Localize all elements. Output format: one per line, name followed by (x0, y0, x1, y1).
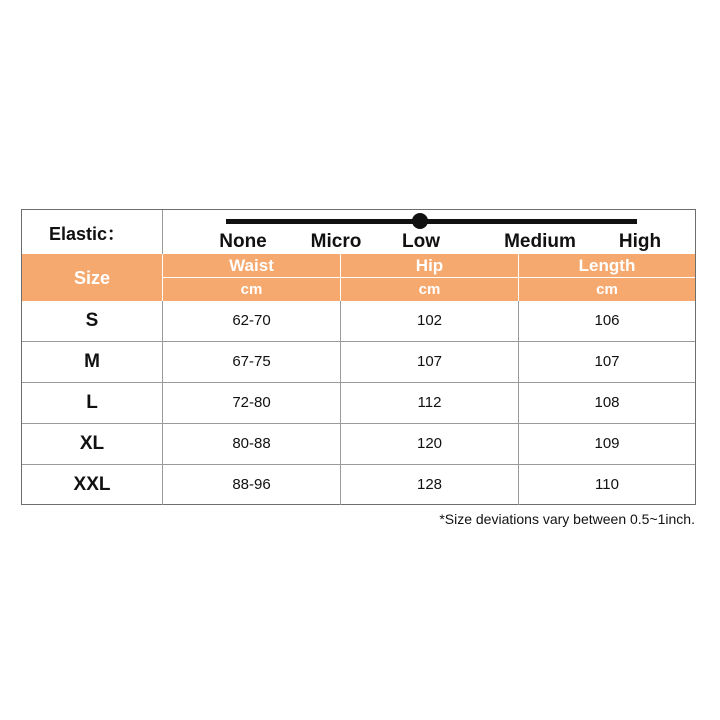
waist-cell: 72-80 (163, 383, 341, 423)
elastic-scale-line (226, 219, 637, 224)
header-hip (341, 254, 519, 301)
table-row (22, 383, 695, 424)
header-waist (163, 254, 341, 301)
hip-cell: 120 (341, 424, 519, 464)
waist-cell: 88-96 (163, 465, 341, 505)
size-cell: S (22, 301, 163, 341)
hip-cell: 102 (341, 301, 519, 341)
elastic-level-none: None (219, 231, 267, 252)
header-waist-unit: cm (240, 281, 263, 298)
header-length-label: Length (519, 254, 695, 278)
elastic-level-micro: Micro (310, 231, 362, 252)
elastic-row (22, 210, 695, 255)
elastic-selected-marker (412, 213, 428, 229)
elastic-level-low: Low (402, 231, 440, 252)
table-row (22, 424, 695, 465)
size-chart-table (21, 209, 696, 505)
size-deviation-note: *Size deviations vary between 0.5~1inch. (439, 511, 695, 527)
hip-cell: 107 (341, 342, 519, 382)
header-size: Size (22, 254, 163, 301)
size-cell: XXL (22, 465, 163, 505)
elastic-level-high: High (618, 231, 662, 252)
header-hip-label: Hip (341, 254, 518, 278)
length-cell: 106 (594, 312, 620, 329)
size-cell: XL (22, 424, 163, 464)
table-row (22, 465, 695, 506)
waist-cell: 80-88 (163, 424, 341, 464)
table-header (22, 254, 695, 301)
table-row (22, 301, 695, 342)
waist-cell: 67-75 (163, 342, 341, 382)
length-cell: 107 (594, 353, 620, 370)
size-cell: L (22, 383, 163, 423)
header-waist-label: Waist (163, 254, 340, 278)
header-length (519, 254, 695, 301)
header-length-unit: cm (596, 281, 618, 298)
elastic-level-medium: Medium (504, 231, 576, 252)
size-cell: M (22, 342, 163, 382)
hip-cell: 128 (341, 465, 519, 505)
length-cell: 109 (594, 435, 620, 452)
length-cell: 108 (594, 394, 620, 411)
elastic-label: Elastic： (22, 210, 163, 254)
waist-cell: 62-70 (163, 301, 341, 341)
header-hip-unit: cm (418, 281, 441, 298)
elastic-scale (163, 210, 695, 254)
length-cell: 110 (595, 476, 619, 493)
hip-cell: 112 (341, 383, 519, 423)
table-row (22, 342, 695, 383)
